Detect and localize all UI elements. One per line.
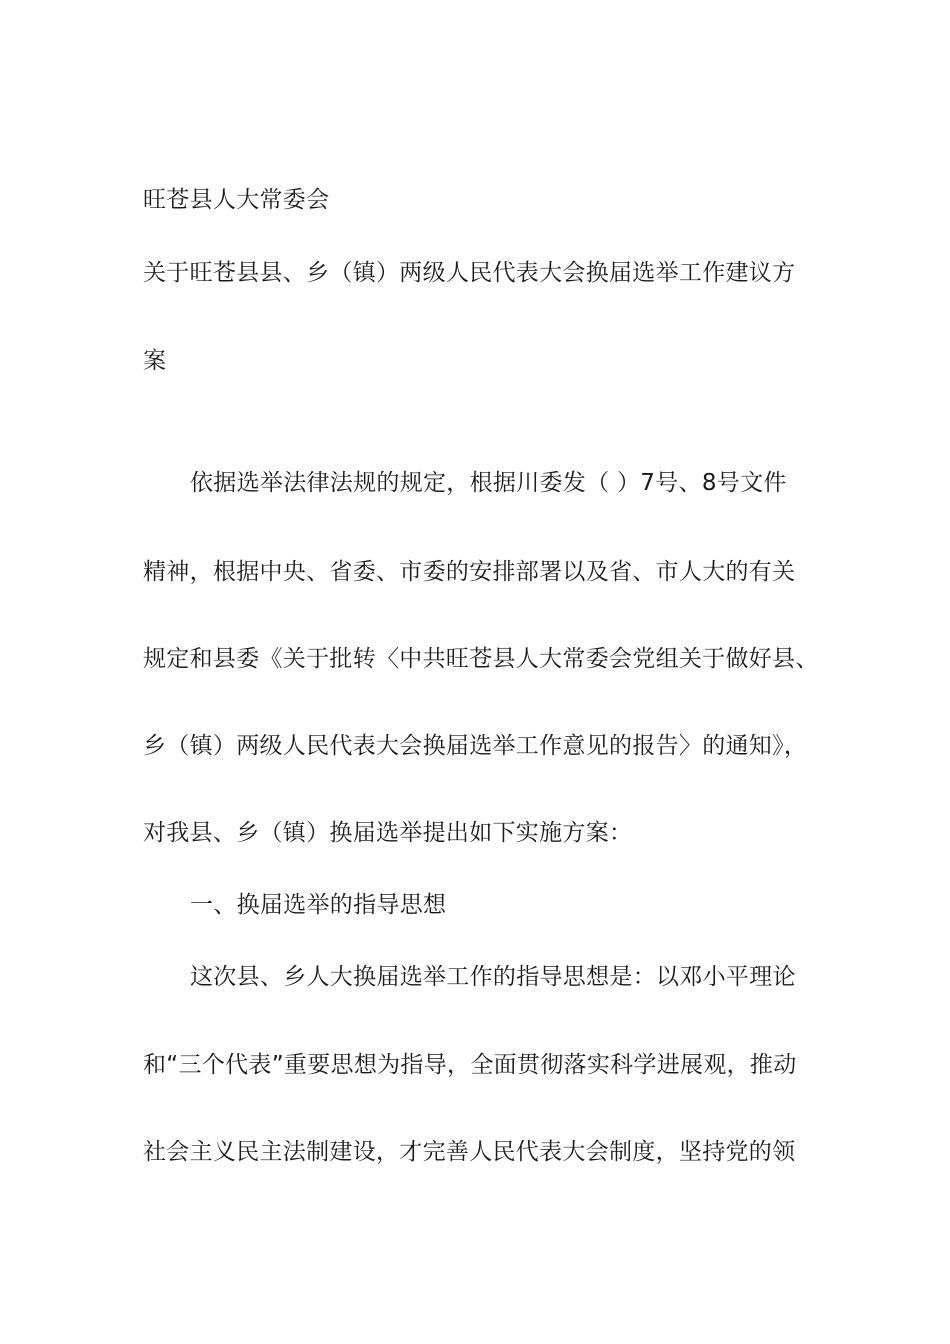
intro-paragraph-line-3: 规定和县委《关于批转〈中共旺苍县人大常委会党组关于做好县、 (143, 646, 819, 672)
subject-title-line-2: 案 (143, 348, 167, 374)
section-1-paragraph-line-1: 这次县、乡人大换届选举工作的指导思想是：以邓小平理论 (190, 964, 796, 990)
intro-paragraph-line-4: 乡（镇）两级人民代表大会换届选举工作意见的报告〉的通知》， (143, 733, 808, 759)
section-1-heading: 一、换届选举的指导思想 (190, 892, 447, 918)
intro-paragraph-line-1: 依据选举法律法规的规定，根据川委发（ ）7号、8号文件 (190, 470, 787, 496)
intro-paragraph-line-5: 对我县、乡（镇）换届选举提出如下实施方案： (143, 820, 633, 846)
org-title: 旺苍县人大常委会 (143, 187, 330, 213)
subject-title-line-1: 关于旺苍县县、乡（镇）两级人民代表大会换届选举工作建议方 (143, 260, 796, 286)
intro-paragraph-line-2: 精神，根据中央、省委、市委的安排部署以及省、市人大的有关 (143, 559, 796, 585)
section-1-paragraph-line-3: 社会主义民主法制建设，才完善人民代表大会制度，坚持党的领 (143, 1139, 796, 1165)
section-1-paragraph-line-2: 和“三个代表”重要思想为指导，全面贯彻落实科学进展观，推动 (143, 1052, 797, 1078)
